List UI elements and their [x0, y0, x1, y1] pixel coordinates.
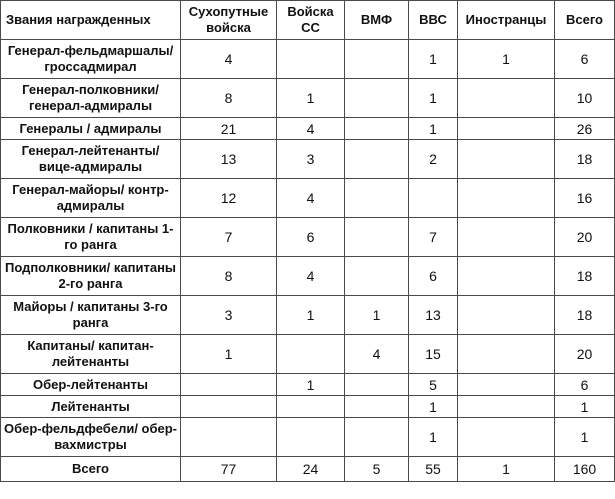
value-cell-total: 6	[555, 40, 615, 79]
table-row	[1, 140, 615, 179]
value-cell-air-force: 5	[409, 374, 458, 396]
value-cell-foreigners	[458, 335, 555, 374]
rank-cell: Капитаны/ капитан-лейтенанты	[1, 335, 181, 374]
value-cell-ss-troops: 6	[277, 218, 345, 257]
value-cell-air-force: 15	[409, 335, 458, 374]
value-cell-ground-forces	[181, 374, 277, 396]
value-cell-foreigners	[458, 140, 555, 179]
value-cell-ground-forces: 12	[181, 179, 277, 218]
value-cell-ground-forces: 21	[181, 118, 277, 140]
total-cell-foreigners: 1	[458, 457, 555, 482]
header-air-force: ВВС	[409, 1, 458, 40]
total-cell-ss-troops: 24	[277, 457, 345, 482]
value-cell-navy	[345, 418, 409, 457]
value-cell-total: 1	[555, 418, 615, 457]
value-cell-ss-troops: 1	[277, 374, 345, 396]
rank-cell: Обер-фельдфебели/ обер-вахмистры	[1, 418, 181, 457]
value-cell-navy	[345, 396, 409, 418]
table-header	[1, 1, 615, 40]
value-cell-ss-troops: 4	[277, 179, 345, 218]
value-cell-ground-forces: 8	[181, 79, 277, 118]
total-cell-navy: 5	[345, 457, 409, 482]
table-row	[1, 296, 615, 335]
value-cell-navy: 1	[345, 296, 409, 335]
header-navy: ВМФ	[345, 1, 409, 40]
header-row	[1, 1, 615, 40]
rank-cell: Майоры / капитаны 3-го ранга	[1, 296, 181, 335]
value-cell-ss-troops: 4	[277, 257, 345, 296]
rank-cell: Подполковники/ капитаны 2-го ранга	[1, 257, 181, 296]
value-cell-ground-forces: 7	[181, 218, 277, 257]
value-cell-total: 26	[555, 118, 615, 140]
value-cell-air-force: 1	[409, 79, 458, 118]
value-cell-ground-forces	[181, 418, 277, 457]
value-cell-ground-forces	[181, 396, 277, 418]
value-cell-foreigners	[458, 374, 555, 396]
table-row	[1, 396, 615, 418]
value-cell-ss-troops: 1	[277, 296, 345, 335]
table-row	[1, 374, 615, 396]
value-cell-air-force: 7	[409, 218, 458, 257]
value-cell-navy	[345, 79, 409, 118]
table-row	[1, 335, 615, 374]
value-cell-ss-troops	[277, 40, 345, 79]
value-cell-ground-forces: 13	[181, 140, 277, 179]
total-cell-air-force: 55	[409, 457, 458, 482]
value-cell-air-force: 6	[409, 257, 458, 296]
table-row	[1, 118, 615, 140]
rank-cell: Генерал-фельдмаршалы/ гроссадмирал	[1, 40, 181, 79]
table-row	[1, 257, 615, 296]
value-cell-ss-troops: 1	[277, 79, 345, 118]
value-cell-navy	[345, 179, 409, 218]
value-cell-total: 1	[555, 396, 615, 418]
value-cell-total: 6	[555, 374, 615, 396]
header-ss-troops: Войска СС	[277, 1, 345, 40]
total-row	[1, 457, 615, 482]
value-cell-total: 18	[555, 296, 615, 335]
value-cell-ss-troops: 3	[277, 140, 345, 179]
value-cell-navy	[345, 257, 409, 296]
value-cell-navy	[345, 40, 409, 79]
value-cell-ss-troops	[277, 335, 345, 374]
table-row	[1, 79, 615, 118]
value-cell-foreigners	[458, 418, 555, 457]
header-foreigners: Иностранцы	[458, 1, 555, 40]
value-cell-air-force: 2	[409, 140, 458, 179]
value-cell-foreigners	[458, 179, 555, 218]
rank-cell: Лейтенанты	[1, 396, 181, 418]
table-row	[1, 40, 615, 79]
value-cell-total: 18	[555, 257, 615, 296]
value-cell-air-force: 1	[409, 118, 458, 140]
value-cell-air-force: 1	[409, 396, 458, 418]
value-cell-navy	[345, 218, 409, 257]
value-cell-air-force: 1	[409, 40, 458, 79]
value-cell-total: 10	[555, 79, 615, 118]
rank-cell: Полковники / капитаны 1-го ранга	[1, 218, 181, 257]
rank-cell: Генерал-полковники/ генерал-адмиралы	[1, 79, 181, 118]
value-cell-navy	[345, 118, 409, 140]
value-cell-ss-troops	[277, 396, 345, 418]
value-cell-air-force	[409, 179, 458, 218]
value-cell-air-force: 1	[409, 418, 458, 457]
value-cell-navy	[345, 140, 409, 179]
value-cell-foreigners	[458, 79, 555, 118]
header-total: Всего	[555, 1, 615, 40]
header-rank: Звания награжденных	[1, 1, 181, 40]
value-cell-total: 20	[555, 218, 615, 257]
value-cell-air-force: 13	[409, 296, 458, 335]
value-cell-total: 16	[555, 179, 615, 218]
value-cell-foreigners	[458, 118, 555, 140]
table-row	[1, 179, 615, 218]
value-cell-foreigners	[458, 257, 555, 296]
total-cell-total: 160	[555, 457, 615, 482]
value-cell-ground-forces: 8	[181, 257, 277, 296]
rank-cell: Обер-лейтенанты	[1, 374, 181, 396]
rank-cell: Генерал-майоры/ контр-адмиралы	[1, 179, 181, 218]
value-cell-navy	[345, 374, 409, 396]
table-row	[1, 218, 615, 257]
value-cell-ss-troops	[277, 418, 345, 457]
value-cell-foreigners	[458, 396, 555, 418]
rank-cell: Генералы / адмиралы	[1, 118, 181, 140]
value-cell-total: 18	[555, 140, 615, 179]
table-body	[1, 40, 615, 482]
value-cell-ground-forces: 4	[181, 40, 277, 79]
value-cell-foreigners	[458, 218, 555, 257]
value-cell-foreigners	[458, 296, 555, 335]
value-cell-ground-forces: 1	[181, 335, 277, 374]
value-cell-ss-troops: 4	[277, 118, 345, 140]
total-cell-ground-forces: 77	[181, 457, 277, 482]
table-row	[1, 418, 615, 457]
total-label-cell: Всего	[1, 457, 181, 482]
value-cell-total: 20	[555, 335, 615, 374]
header-ground-forces: Сухопутные войска	[181, 1, 277, 40]
value-cell-foreigners: 1	[458, 40, 555, 79]
value-cell-navy: 4	[345, 335, 409, 374]
rank-cell: Генерал-лейтенанты/ вице-адмиралы	[1, 140, 181, 179]
value-cell-ground-forces: 3	[181, 296, 277, 335]
